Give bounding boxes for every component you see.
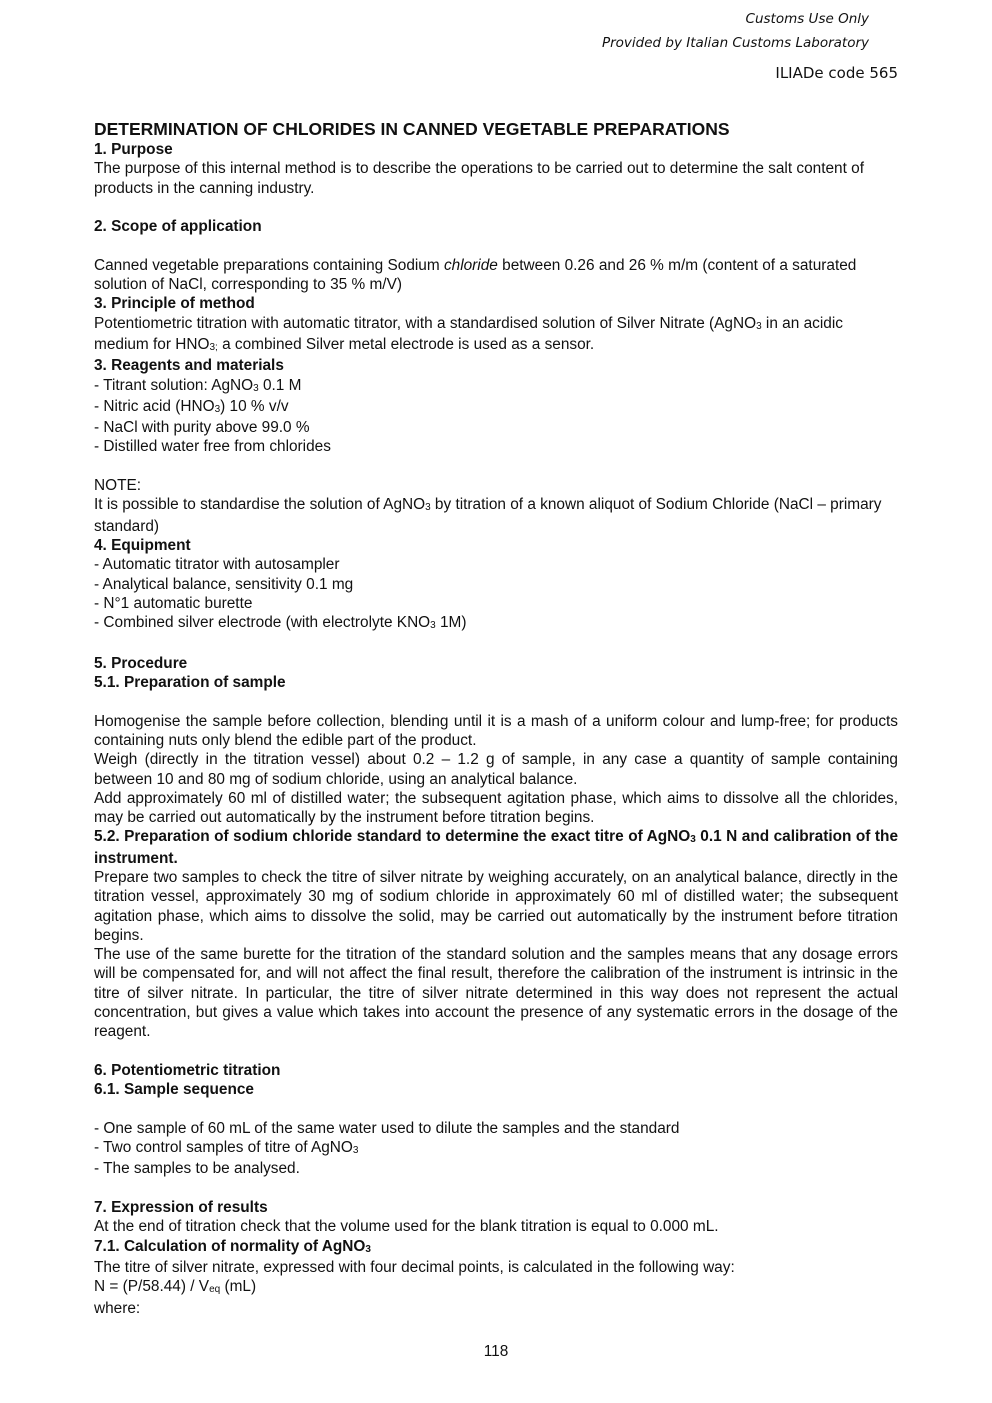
sequence-item: - One sample of 60 mL of the same water used to dilute the samples and the standard [94,1119,680,1137]
section-heading-standard-prep: 5.2. Preparation of sodium chloride standard to determine the exact titre of AgNO$_3$ 0.1 N and calibration of the instrument. [94,828,899,867]
principle-text: Potentiometric titration with automatic titrator, with a standardised solution of Silver Nitrate (AgNO$_3$ in an acidic medium for $HNO_{3;}$ a combined Silver metal electrode is used as a sensor. [94,314,843,353]
purpose-text: The purpose of this internal method is to describe the operations to be carried out to determine the salt content of products in the canning industry. [94,160,864,197]
section-heading-procedure: 5. Procedure [94,654,188,672]
equipment-item: - N°1 automatic burette [94,594,253,612]
normality-text: The titre of silver nitrate, expressed with four decimal points, is calculated in the following way: [94,1258,735,1276]
sequence-item: - The samples to be analysed. [94,1160,300,1178]
section-heading-purpose: 1. Purpose [94,141,173,158]
sequence-item: - Two control samples of titre of AgNO$_3$ [94,1139,359,1157]
section-heading-scope: 2. Scope of application [94,218,262,236]
reagent-item: - Titrant solution: AgNO$_3$ 0.1 M [94,376,302,394]
section-heading-normality: 7.1. Calculation of normality of AgNO$_3$ [94,1237,371,1255]
section-heading-sample-prep: 5.1. Preparation of sample [94,674,286,692]
sample-prep-paragraph: Add approximately 60 ml of distilled water; the subsequent agitation phase, which aims to dissolve all the chlorides, may be carried out automatically by the instrument before titration begins. [94,789,898,827]
section-heading-reagents: 3. Reagents and materials [94,357,284,375]
sample-prep-paragraph: Homogenise the sample before collection, blending until it is a mash of a uniform colour and lump-free; for products containing nuts only blend the edible part of the product. [94,712,898,749]
reagent-item: - Distilled water free from chlorides [94,438,331,456]
normality-formula: $N = (P/58.44) / V_{eq}$ (mL) [94,1278,257,1296]
where-label: where: [94,1299,141,1317]
document-body [94,118,898,1318]
reagent-item: - Nitric acid $(HNO_3)$ 10 % v/v [94,397,289,415]
section-heading-principle: 3. Principle of method [94,295,255,313]
document-title: DETERMINATION OF CHLORIDES IN CANNED VEGETABLE PREPARATIONS [94,119,730,139]
equipment-item: - Analytical balance, sensitivity 0.1 mg [94,575,354,593]
standard-prep-paragraph: Prepare two samples to check the titre of silver nitrate by weighing accurately, on an analytical balance, directly in the titration vessel, approximately 30 mg of sodium chloride in approximately 60 ml of distilled water; the subsequent agitation phase, which aims to dissolve the solid, may be carried out automatically by the instrument before titration begins. [94,868,898,944]
equipment-item: - Automatic titrator with autosampler [94,556,340,574]
section-heading-results: 7. Expression of results [94,1199,268,1217]
reagent-item: - NaCl with purity above 99.0 % [94,419,310,437]
header-iliade-code: ILIADe code 565 [775,64,898,82]
results-text: At the end of titration check that the volume used for the blank titration is equal to 0.000 mL. [94,1218,719,1236]
note-text: It is possible to standardise the solution of AgNO$_3$ by titration of a known aliquot of Sodium Chloride (NaCl – primary standard) [94,496,882,535]
section-heading-sample-sequence: 6.1. Sample sequence [94,1081,254,1099]
section-heading-equipment: 4. Equipment [94,536,191,554]
scope-text: Canned vegetable preparations containing Sodium chloride between 0.26 and 26 % m/m (content of a saturated solution of NaCl, corresponding to 35 % m/V) [94,256,857,294]
note-label: NOTE: [94,477,142,495]
standard-prep-paragraph: The use of the same burette for the titration of the standard solution and the samples means that any dosage errors will be compensated for, and will not affect the final result, therefore the calibration of the instrument is intrinsic in the titre of silver nitrate. In particular, the titre of silver nitrate determined in this way does not represent the actual concentration, but gives a value which takes into account the presence of any systematic errors in the dosage of the reagent. [94,946,898,1041]
page-number: 118 [483,1343,509,1360]
section-heading-titration: 6. Potentiometric titration [94,1061,281,1079]
equipment-item: - Combined silver electrode (with electrolyte $KNO_3$ 1M) [94,614,467,632]
sample-prep-paragraph: Weigh (directly in the titration vessel) about 0.2 – 1.2 g of sample, in any case a quantity of sample containing between 10 and 80 mg of sodium chloride, using an analytical balance. [94,751,898,788]
header-provider: Provided by Italian Customs Laboratory [601,35,869,51]
header-customs-use: Customs Use Only [745,11,869,27]
